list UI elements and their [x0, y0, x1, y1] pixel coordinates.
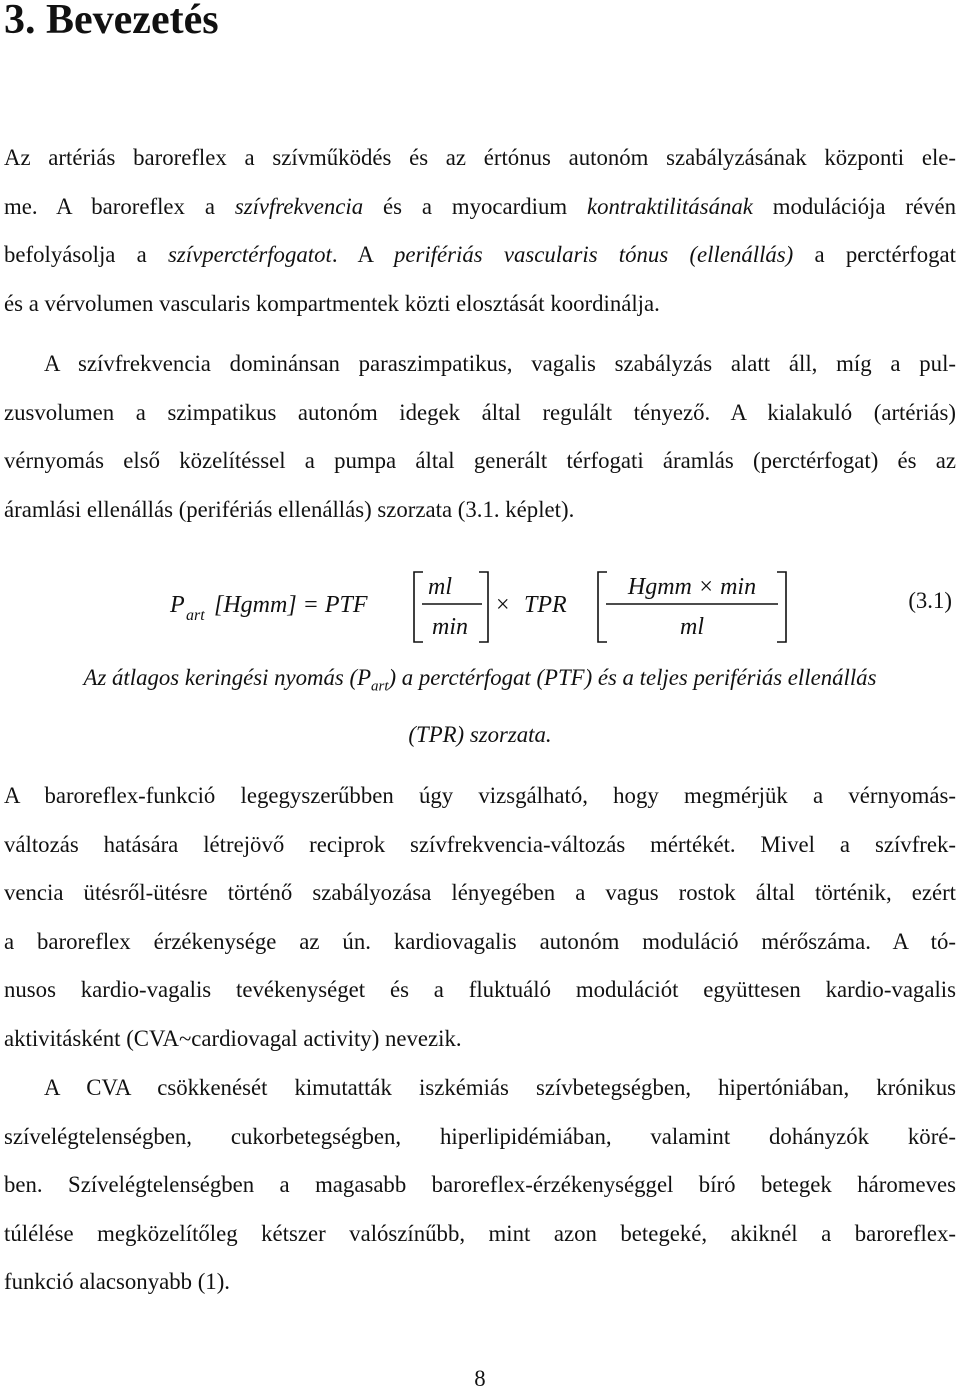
paragraph-1	[4, 134, 956, 328]
p2-line-4: áramlási ellenállás (perifériás ellenállás) szorzata (3.1. képlet).	[4, 496, 575, 522]
p1-line-4: és a vérvolumen vascularis kompartmentek közti elosztását koordinálja.	[4, 290, 660, 316]
p1-text: befolyásolja a	[4, 242, 169, 268]
p1-line-1: Az artériás baroreflex a szívműködés és az értónus autonóm szabályzásának központi ele-	[4, 145, 956, 170]
p4-line-5: funkció alacsonyabb (1).	[4, 1269, 230, 1295]
p3-line-1: A baroreflex-funkció legegyszerűbben úgy vizsgálható, hogy megmérjük a vérnyomás-	[4, 783, 956, 808]
p4-line-4: túlélése megközelítőleg kétszer valószínűbb, mint azon betegeké, akiknél a baroreflex-	[4, 1220, 956, 1246]
bracket-right-1	[479, 572, 488, 642]
page-number: 8	[474, 1366, 486, 1391]
p2-line-2: zusvolumen a szimpatikus autonóm idegek által regulált tényező. A kialakuló (artériás)	[4, 399, 956, 425]
eq-times: ×	[496, 592, 510, 618]
paragraph-3	[4, 772, 956, 1064]
eq-P: P	[170, 592, 185, 618]
bracket-right-2	[777, 572, 786, 642]
p4-line-1: A CVA csökkenését kimutatták iszkémiás szívbetegségben, hipertóniában, krónikus	[44, 1075, 956, 1100]
p4-line-2: szívelégtelenségben, cukorbetegségben, hiperlipidémiában, valamint dohányzók köré-	[4, 1123, 956, 1149]
term-kontraktilitas: kontraktilitásának	[587, 193, 753, 219]
eq-sub-art: art	[186, 607, 205, 624]
eq-frac1-den: min	[432, 614, 468, 640]
eq-frac2-den: ml	[680, 614, 704, 640]
p1-text: modulációja révén	[752, 193, 956, 219]
p1-line-2	[4, 183, 956, 232]
paragraph-2	[4, 340, 956, 534]
bracket-left-2	[598, 572, 607, 642]
caption-P: P	[357, 665, 371, 690]
eq-frac2-num: Hgmm × min	[627, 574, 757, 600]
caption-line-2: (TPR) szorzata.	[408, 721, 552, 747]
bracket-left-1	[414, 572, 423, 642]
equation-graphic	[0, 560, 960, 650]
caption-text: Az átlagos keringési nyomás (	[83, 665, 358, 690]
p4-line-3: ben. Szívelégtelenségben a magasabb baroreflex-érzékenységgel bíró betegek háromeves	[4, 1172, 956, 1198]
p3-line-4: a baroreflex érzékenysége az ún. kardiovagalis autonóm moduláció mérőszáma. A tó-	[4, 928, 956, 954]
p1-text: és a myocardium	[363, 193, 587, 219]
eq-frac1-num: ml	[428, 574, 452, 600]
p1-text: me. A baroreflex a	[4, 193, 235, 219]
p2-line-1: A szívfrekvencia dominánsan paraszimpatikus, vagalis szabályzás alatt áll, míg a pul-	[44, 351, 956, 376]
equation-number: (3.1)	[908, 588, 952, 613]
eq-tpr: TPR	[524, 592, 567, 618]
p3-line-2: változás hatására létrejövő reciprok szívfrekvencia-változás mértékét. Mivel a szívfrek-	[4, 831, 956, 857]
p1-line-3	[4, 231, 956, 280]
p3-line-5: nusos kardio-vagalis tevékenységet és a fluktuáló modulációt együttesen kardio-vagalis	[4, 977, 956, 1003]
paragraph-4	[4, 1064, 956, 1307]
section-heading: 3. Bevezetés	[4, 0, 219, 43]
p1-text: a perctérfogat	[793, 242, 956, 268]
p3-line-3: vencia ütésről-ütésre történő szabályozása lényegében a vagus rostok által történik, ezért	[4, 880, 956, 906]
caption-line-1	[4, 654, 956, 711]
term-periferias-tonus: perifériás vascularis tónus (ellenállás)	[393, 242, 794, 268]
p1-text: . A	[331, 242, 394, 268]
term-szivfrekvencia: szívfrekvencia	[234, 193, 364, 219]
caption-sub-art: art	[371, 678, 389, 695]
equation-3-1	[0, 560, 960, 650]
p3-line-6: aktivitásként (CVA~cardiovagal activity) nevezik.	[4, 1025, 462, 1051]
caption-text: ) a perctérfogat (PTF) és a teljes perifériás ellenállás	[388, 665, 877, 690]
equation-caption	[4, 654, 956, 759]
p2-line-3: vérnyomás első közelítéssel a pumpa által generált térfogati áramlás (perctérfogat) és az	[4, 448, 956, 474]
eq-hgmm-ptf: [Hgmm] = PTF	[214, 592, 368, 618]
term-szivperctérfogat: szívperctérfogatot	[168, 242, 332, 268]
